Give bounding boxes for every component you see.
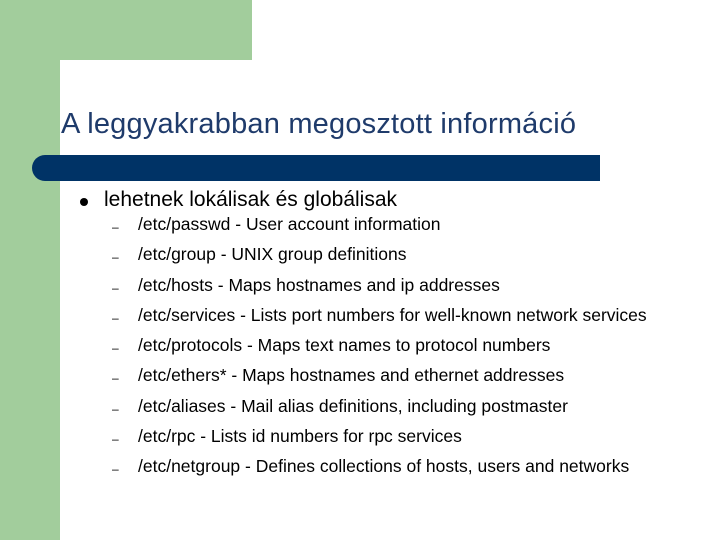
- list-item-text: /etc/services - Lists port numbers for well-known network services: [138, 304, 647, 325]
- list-item-text: /etc/passwd - User account information: [138, 214, 441, 234]
- decorative-top-band: [0, 0, 252, 60]
- list-item-text: /etc/protocols - Maps text names to protocol numbers: [138, 335, 551, 356]
- list-item: [112, 213, 672, 239]
- dash-icon: –: [112, 280, 119, 295]
- dash-icon: –: [112, 341, 119, 356]
- dash-icon: –: [112, 401, 119, 416]
- list-item-text: /etc/rpc - Lists id numbers for rpc services: [138, 426, 462, 447]
- main-bullet: [80, 188, 397, 212]
- title-underline-bar: [32, 155, 600, 181]
- main-bullet-text: lehetnek lokálisak és globálisak: [104, 188, 398, 211]
- decorative-corner: [60, 60, 84, 84]
- dash-icon: –: [112, 220, 119, 234]
- bullet-dot-icon: [80, 198, 88, 206]
- dash-icon: –: [112, 250, 119, 265]
- dash-icon: –: [112, 432, 119, 447]
- list-item: [112, 334, 672, 360]
- list-item: [112, 243, 672, 269]
- list-item-text: /etc/ethers* - Maps hostnames and ethernet addresses: [138, 365, 565, 386]
- list-item: [112, 395, 672, 421]
- dash-icon: –: [112, 310, 119, 325]
- slide-title: A leggyakrabban megosztott információ: [61, 108, 577, 140]
- list-item: [112, 455, 672, 481]
- sub-bullet-list: [112, 213, 672, 486]
- dash-icon: –: [112, 462, 119, 477]
- list-item: [112, 304, 672, 330]
- list-item-text: /etc/aliases - Mail alias definitions, including postmaster: [138, 395, 568, 416]
- list-item-text: /etc/hosts - Maps hostnames and ip addresses: [138, 274, 500, 295]
- list-item: [112, 425, 672, 451]
- list-item: [112, 364, 672, 390]
- list-item-text: /etc/group - UNIX group definitions: [138, 244, 407, 265]
- list-item-text: /etc/netgroup - Defines collections of hosts, users and networks: [138, 456, 630, 477]
- list-item: [112, 274, 672, 300]
- decorative-sidebar: [0, 0, 60, 540]
- dash-icon: –: [112, 371, 119, 386]
